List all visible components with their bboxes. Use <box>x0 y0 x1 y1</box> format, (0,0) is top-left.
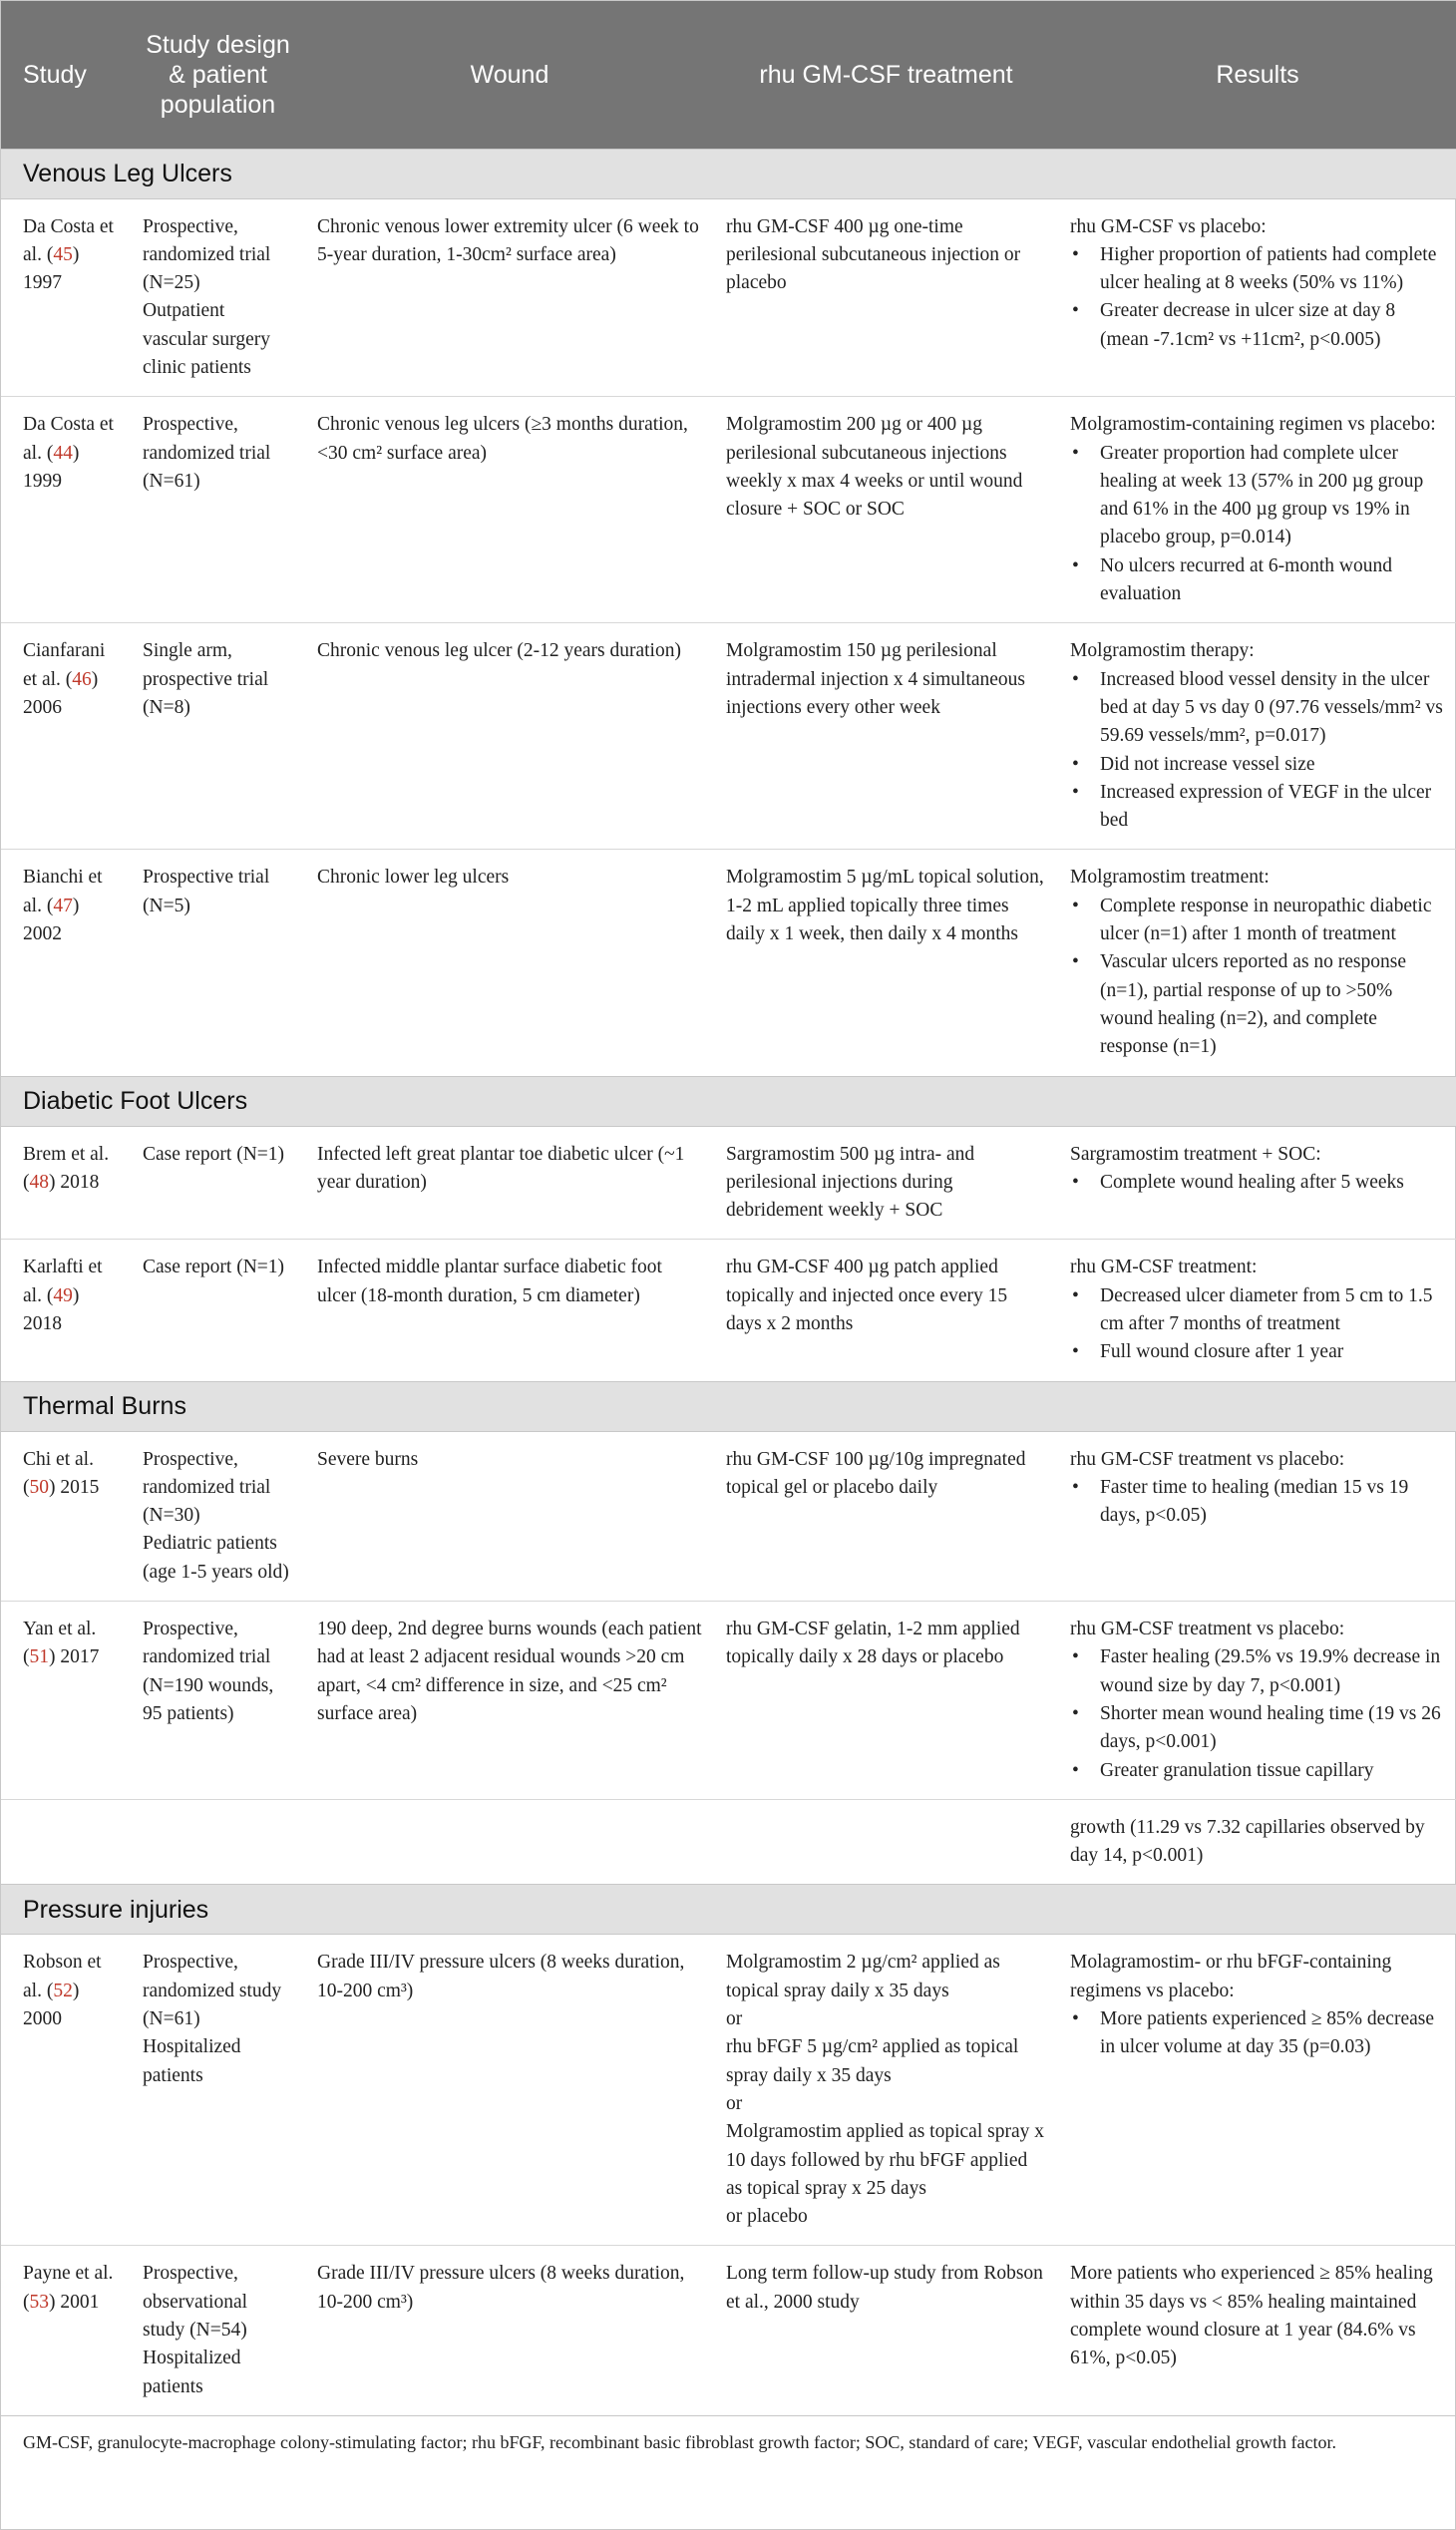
wound-cell: Severe burns <box>317 1448 419 1470</box>
results-list <box>1070 1474 1445 1531</box>
study-cell <box>1 198 131 397</box>
results-intro: rhu GM-CSF vs placebo: <box>1070 215 1267 237</box>
results-list <box>1070 1169 1445 1197</box>
study-author: Payne et al. ( <box>23 2263 114 2313</box>
bullet-icon: • <box>1072 753 1079 775</box>
results-text: More patients experienced ≥ 85% decrease in ulcer volume at day 35 (p=0.03) <box>1100 2008 1435 2058</box>
citation-link[interactable]: 46 <box>72 668 92 690</box>
design-cell <box>131 623 305 850</box>
table-row <box>1 1431 1456 1601</box>
treatment-line: Molgramostim 150 µg perilesional intradermal injection x 4 simultaneous injections every other week <box>726 640 1026 718</box>
results-cell <box>1058 1240 1456 1381</box>
bullet-icon: • <box>1072 895 1079 916</box>
empty-cell <box>1 1799 131 1885</box>
results-list <box>1070 893 1445 1062</box>
treatment-line: Sargramostim 500 µg intra- and perilesional injections during debridement weekly + SOC <box>726 1143 975 1222</box>
treatment-line: or <box>726 2092 743 2114</box>
results-text: Full wound closure after 1 year <box>1100 1341 1344 1363</box>
table-row <box>1 850 1456 1076</box>
treatment-line: rhu GM-CSF gelatin, 1-2 mm applied topically daily x 28 days or placebo <box>726 1619 1020 1668</box>
study-author: Da Costa et al. ( <box>23 414 114 464</box>
treatment-line: Molgramostim 200 µg or 400 µg perilesional subcutaneous injections weekly x max 4 weeks or until wound closure + SOC or SOC <box>726 414 1023 521</box>
design-line: Prospective, randomized trial (N=190 wounds, 95 patients) <box>143 1619 274 1724</box>
results-text: Vascular ulcers reported as no response (n=1), partial response of up to >50% wound healing (n=2), and complete response (n=1) <box>1100 951 1407 1058</box>
design-line: Case report (N=1) <box>143 1143 285 1165</box>
citation-link[interactable]: 47 <box>53 895 73 916</box>
table-row <box>1 1240 1456 1381</box>
results-text: Greater decrease in ulcer size at day 8 (mean -7.1cm² vs +11cm², p<0.005) <box>1100 300 1396 350</box>
results-item <box>1070 440 1445 552</box>
results-cell <box>1058 2246 1456 2415</box>
results-cell <box>1058 1431 1456 1601</box>
design-cell <box>131 1431 305 1601</box>
section-title: Pressure injuries <box>1 1885 1456 1935</box>
results-text: Complete wound healing after 5 weeks <box>1100 1171 1404 1193</box>
study-author: Robson et al. ( <box>23 1952 102 2001</box>
results-item <box>1070 1700 1445 1757</box>
design-cell <box>131 2246 305 2415</box>
citation-link[interactable]: 50 <box>29 1476 49 1498</box>
results-list <box>1070 2005 1445 2062</box>
results-text: Greater proportion had complete ulcer healing at week 13 (57% in 200 µg group and 61% in the 400 µg group vs 19% in placebo group, p=0.014) <box>1100 442 1424 548</box>
results-cell <box>1058 623 1456 850</box>
design-line: Prospective, randomized study (N=61) <box>143 1952 282 2030</box>
design-cell <box>131 1935 305 2246</box>
bullet-icon: • <box>1072 1341 1079 1363</box>
results-intro: rhu GM-CSF treatment vs placebo: <box>1070 1448 1345 1470</box>
study-year: ) 2000 <box>23 1980 80 2030</box>
bullet-icon: • <box>1072 1759 1079 1781</box>
treatment-line: Molgramostim 2 µg/cm² applied as topical spray daily x 35 days <box>726 1952 1000 2001</box>
results-cell <box>1058 1126 1456 1240</box>
results-intro: Molgramostim therapy: <box>1070 640 1255 662</box>
results-list <box>1070 1282 1445 1367</box>
bullet-icon: • <box>1072 1284 1079 1306</box>
study-year: ) 2006 <box>23 668 99 718</box>
study-year: ) 2002 <box>23 895 80 945</box>
results-item <box>1070 1757 1445 1785</box>
bullet-icon: • <box>1072 1476 1079 1498</box>
treatment-line: Long term follow-up study from Robson et al., 2000 study <box>726 2263 1043 2313</box>
design-line: Prospective trial (N=5) <box>143 867 270 916</box>
bullet-icon: • <box>1072 1171 1079 1193</box>
treatment-line: or placebo <box>726 2206 808 2228</box>
wound-cell: Infected middle plantar surface diabetic foot ulcer (18-month duration, 5 cm diameter) <box>305 1240 714 1381</box>
design-line: Pediatric patients (age 1-5 years old) <box>143 1533 289 1583</box>
wound-cell: Grade III/IV pressure ulcers (8 weeks duration, 10-200 cm³) <box>317 1952 685 2001</box>
results-list <box>1070 241 1445 354</box>
bullet-icon: • <box>1072 554 1079 576</box>
table-row <box>1 397 1456 623</box>
design-line: Hospitalized patients <box>143 2348 241 2397</box>
results-text: Higher proportion of patients had complete ulcer healing at 8 weeks (50% vs 11%) <box>1100 243 1437 294</box>
results-intro: Sargramostim treatment + SOC: <box>1070 1143 1321 1165</box>
table-row <box>1 2246 1456 2415</box>
study-year: ) 1997 <box>23 243 80 294</box>
study-cell <box>1 1240 131 1381</box>
results-item <box>1070 552 1445 609</box>
treatment-line: Molgramostim applied as topical spray x 10 days followed by rhu bFGF applied as topical spray x 25 days <box>726 2121 1044 2199</box>
results-item <box>1070 666 1445 751</box>
results-continued: growth (11.29 vs 7.32 capillaries observed by day 14, p<0.001) <box>1058 1799 1456 1885</box>
bullet-icon: • <box>1072 243 1079 265</box>
bullet-icon: • <box>1072 2008 1079 2030</box>
design-line: Hospitalized patients <box>143 2036 241 2086</box>
header-treatment: rhu GM-CSF treatment <box>714 1 1058 149</box>
results-intro: rhu GM-CSF treatment: <box>1070 1257 1258 1278</box>
results-list <box>1070 440 1445 609</box>
study-cell <box>1 1602 131 1800</box>
study-author: Karlafti et al. ( <box>23 1257 103 1306</box>
study-author: Yan et al. ( <box>23 1619 97 1668</box>
bullet-icon: • <box>1072 781 1079 803</box>
results-item <box>1070 779 1445 836</box>
citation-link[interactable]: 45 <box>53 243 73 265</box>
study-year: ) 2017 <box>49 1646 100 1668</box>
empty-cell <box>305 1799 714 1885</box>
study-year: ) 2018 <box>49 1171 100 1193</box>
results-cell <box>1058 1935 1456 2246</box>
results-list <box>1070 1643 1445 1784</box>
table-row <box>1 623 1456 850</box>
wound-cell: Chronic lower leg ulcers <box>305 850 714 1076</box>
study-author: Chi et al. ( <box>23 1448 94 1498</box>
header-row <box>1 1 1456 149</box>
design-line: Prospective, observational study (N=54) <box>143 2263 248 2342</box>
design-cell <box>131 1240 305 1381</box>
treatment-cell <box>714 1602 1058 1800</box>
design-line: Prospective, randomized trial (N=61) <box>143 414 271 492</box>
header-study: Study <box>1 1 131 149</box>
results-item <box>1070 893 1445 949</box>
wound-cell: Chronic venous leg ulcer (2-12 years duration) <box>305 623 714 850</box>
design-cell <box>131 397 305 623</box>
section-title: Thermal Burns <box>1 1381 1456 1431</box>
treatment-cell <box>714 850 1058 1076</box>
citation-link[interactable]: 52 <box>53 1980 73 2001</box>
study-author: Brem et al. ( <box>23 1143 110 1193</box>
citation-link[interactable]: 48 <box>29 1171 49 1193</box>
results-text: Increased expression of VEGF in the ulcer bed <box>1100 781 1432 832</box>
results-text: Decreased ulcer diameter from 5 cm to 1.5 cm after 7 months of treatment <box>1100 1284 1433 1334</box>
section-header-row <box>1 1076 1456 1126</box>
results-list <box>1070 666 1445 836</box>
bullet-icon: • <box>1072 668 1079 690</box>
table-body <box>1 149 1456 2415</box>
wound-cell: Infected left great plantar toe diabetic ulcer (~1 year duration) <box>317 1143 685 1193</box>
results-text: Did not increase vessel size <box>1100 753 1315 775</box>
results-item <box>1070 1643 1445 1700</box>
wound-cell: Chronic venous lower extremity ulcer (6 week to 5-year duration, 1-30cm² surface area) <box>317 215 699 265</box>
treatment-cell <box>714 1240 1058 1381</box>
wound-cell: 190 deep, 2nd degree burns wounds (each patient had at least 2 adjacent residual wounds >20 cm apart, <4 cm² difference in size, and <25 cm² surface area) <box>305 1602 714 1800</box>
citation-link[interactable]: 51 <box>29 1646 49 1668</box>
table-row <box>1 198 1456 397</box>
design-line: Single arm, prospective trial (N=8) <box>143 640 269 718</box>
results-item <box>1070 297 1445 354</box>
header-results: Results <box>1058 1 1456 149</box>
study-cell <box>1 850 131 1076</box>
study-year: ) 2015 <box>49 1476 100 1498</box>
results-item <box>1070 1282 1445 1339</box>
results-text: Faster time to healing (median 15 vs 19 days, p<0.05) <box>1100 1476 1409 1527</box>
results-cell <box>1058 397 1456 623</box>
results-text: No ulcers recurred at 6-month wound evaluation <box>1100 554 1392 605</box>
study-cell <box>1 1126 131 1240</box>
wound-cell: Grade III/IV pressure ulcers (8 weeks duration, 10-200 cm³) <box>305 2246 714 2415</box>
section-header-row <box>1 1381 1456 1431</box>
design-cell <box>131 850 305 1076</box>
results-cell <box>1058 1602 1456 1800</box>
bullet-icon: • <box>1072 442 1079 464</box>
results-intro: More patients who experienced ≥ 85% healing within 35 days vs < 85% healing maintained complete wound closure at 1 year (84.6% vs 61%, p<0.05) <box>1070 2263 1433 2369</box>
section-title: Venous Leg Ulcers <box>1 149 1456 198</box>
treatment-cell <box>714 1126 1058 1240</box>
design-cell <box>131 1126 305 1240</box>
treatment-cell <box>714 397 1058 623</box>
results-cell <box>1058 850 1456 1076</box>
study-author: Cianfarani et al. ( <box>23 640 106 690</box>
wound-healing-table <box>1 1 1456 2468</box>
section-header-row <box>1 149 1456 198</box>
results-item <box>1070 2005 1445 2062</box>
study-cell <box>1 623 131 850</box>
results-text: Complete response in neuropathic diabetic ulcer (n=1) after 1 month of treatment <box>1100 895 1432 945</box>
design-line: Prospective, randomized trial (N=25) <box>143 215 271 294</box>
citation-link[interactable]: 49 <box>53 1284 73 1306</box>
citation-link[interactable]: 53 <box>29 2291 49 2313</box>
study-year: ) 2001 <box>49 2291 100 2313</box>
bullet-icon: • <box>1072 300 1079 322</box>
section-title: Diabetic Foot Ulcers <box>1 1076 1456 1126</box>
results-item <box>1070 751 1445 779</box>
treatment-line: rhu GM-CSF 400 µg patch applied topically and injected once every 15 days x 2 months <box>726 1257 1008 1334</box>
bullet-icon: • <box>1072 1702 1079 1724</box>
treatment-line: rhu GM-CSF 400 µg one-time perilesional subcutaneous injection or placebo <box>726 215 1021 294</box>
study-author: Da Costa et al. ( <box>23 215 114 265</box>
treatment-cell <box>714 1935 1058 2246</box>
treatment-cell <box>714 1431 1058 1601</box>
results-item <box>1070 1338 1445 1366</box>
bullet-icon: • <box>1072 1646 1079 1668</box>
results-text: Faster healing (29.5% vs 19.9% decrease in wound size by day 7, p<0.001) <box>1100 1646 1441 1696</box>
table-row-continued <box>1 1799 1456 1885</box>
treatment-cell <box>714 2246 1058 2415</box>
header-design: Study design & patient population <box>131 1 305 149</box>
treatment-line: rhu bFGF 5 µg/cm² applied as topical spray daily x 35 days <box>726 2036 1019 2086</box>
design-line: Prospective, randomized trial (N=30) <box>143 1448 271 1527</box>
study-cell <box>1 397 131 623</box>
design-line: Case report (N=1) <box>143 1257 285 1278</box>
results-intro: Molagramostim- or rhu bFGF-containing regimens vs placebo: <box>1070 1952 1392 2001</box>
results-intro: Molgramostim-containing regimen vs placebo: <box>1070 414 1436 436</box>
results-text: Increased blood vessel density in the ulcer bed at day 5 vs day 0 (97.76 vessels/mm² vs 59.69 vessels/mm², p=0.017) <box>1100 668 1443 747</box>
design-cell <box>131 198 305 397</box>
empty-cell <box>131 1799 305 1885</box>
study-cell <box>1 1935 131 2246</box>
table-row <box>1 1935 1456 2246</box>
results-intro: rhu GM-CSF treatment vs placebo: <box>1070 1619 1345 1640</box>
bullet-icon: • <box>1072 951 1079 973</box>
treatment-line: rhu GM-CSF 100 µg/10g impregnated topical gel or placebo daily <box>726 1448 1026 1498</box>
results-item <box>1070 241 1445 298</box>
design-cell <box>131 1602 305 1800</box>
study-cell <box>1 1431 131 1601</box>
empty-cell <box>714 1799 1058 1885</box>
results-item <box>1070 1474 1445 1531</box>
study-cell <box>1 2246 131 2415</box>
design-line: Outpatient vascular surgery clinic patients <box>143 300 270 378</box>
section-header-row <box>1 1885 1456 1935</box>
treatment-cell <box>714 623 1058 850</box>
results-item <box>1070 1169 1445 1197</box>
study-year: ) 1999 <box>23 442 80 492</box>
citation-link[interactable]: 44 <box>53 442 73 464</box>
header-wound: Wound <box>305 1 714 149</box>
results-text: Shorter mean wound healing time (19 vs 26 days, p<0.001) <box>1100 1702 1441 1753</box>
study-author: Bianchi et al. ( <box>23 867 103 916</box>
footnote: GM-CSF, granulocyte-macrophage colony-stimulating factor; rhu bFGF, recombinant basic fibroblast growth factor; SOC, standard of care; VEGF, vascular endothelial growth factor. <box>1 2415 1456 2468</box>
results-item <box>1070 948 1445 1061</box>
results-text: Greater granulation tissue capillary <box>1100 1759 1374 1781</box>
treatment-line: or <box>726 2008 743 2030</box>
treatment-cell <box>714 198 1058 397</box>
table-row <box>1 1126 1456 1240</box>
treatment-line: Molgramostim 5 µg/mL topical solution, 1-2 mL applied topically three times daily x 1 week, then daily x 4 months <box>726 867 1044 945</box>
wound-cell: Chronic venous leg ulcers (≥3 months duration, <30 cm² surface area) <box>305 397 714 623</box>
results-cell <box>1058 198 1456 397</box>
study-year: ) 2018 <box>23 1284 80 1334</box>
table-row <box>1 1602 1456 1800</box>
footnote-row <box>1 2415 1456 2468</box>
results-intro: Molgramostim treatment: <box>1070 867 1270 889</box>
